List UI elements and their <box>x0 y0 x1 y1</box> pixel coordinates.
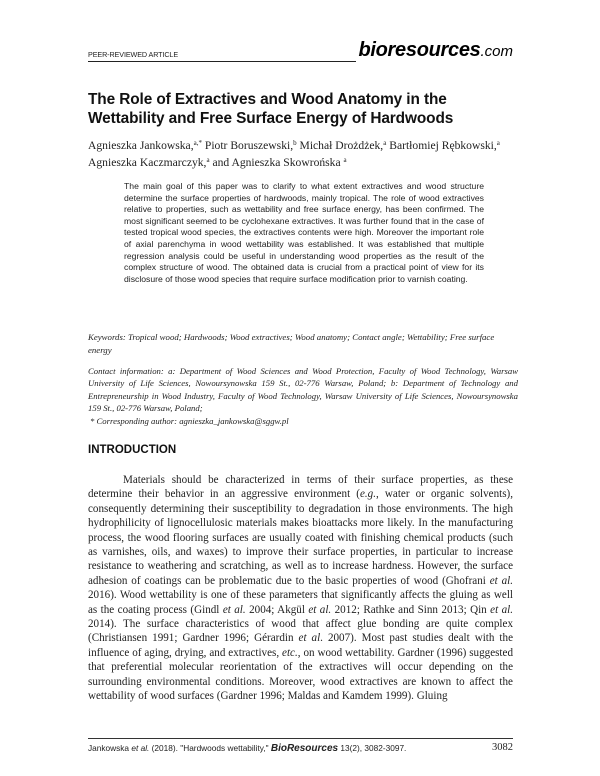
abstract: The main goal of this paper was to clarify to what extent extractives and wood structure determine the surface properties of hardwoods, mainly tropical. The role of wood extractives relative to properties, such as wettability and free surface energy, has been confirmed. The most significant seemed to be cyclohexane extractives. It was further found that in the case of tested tropical wood species, the extractives contents were high. Moreover the important role of axial parenchyma in wood wettability was established. It was established that multiple regression analysis could be useful in understanding wood properties as the result of the complex structure of wood. The obtained data is crucial from a practical point of view for its disclosure of those wood species that require surface modification prior to varnish coating. <box>124 181 484 284</box>
body-text-segment: . 2007). Most past studies dealt with the influence of aging, drying, and extractives, <box>88 632 513 659</box>
italic-text: et al. <box>308 603 332 616</box>
italic-text: et al <box>298 632 321 645</box>
italic-text: e.g. <box>359 488 376 501</box>
body-text-segment: Materials should be characterized in terms of their surface properties, as these determine their behavior in an aggressive environment ( <box>88 474 513 501</box>
body-text-segment: , water or organic solvents), consequently determining their susceptibility to degradation in those environments. The high hydrophilicity of lignocellulosic materials makes bioattacks more likely. In the manufacturing process, the wood flooring surfaces are usually coated with finishing chemical products (such as varnishes, oils, and waxes) to improve their surface properties, in particular to increase resistance to weathering and scratching, as well as to increase hardness. However, the surface adhesion of coatings can be problematic due to the basic properties of wood (Ghofrani <box>88 488 513 587</box>
italic-text: etc. <box>282 646 298 659</box>
author-line-2 <box>88 154 518 171</box>
italic-text: et al. <box>489 574 514 587</box>
author-line-1 <box>88 137 518 154</box>
body-text-segment: 2016). Wood wettability is one of these parameters that significantly affects the gluing as well as the coating process (Gindl <box>88 589 513 616</box>
author-name: and Agnieszka Skowrońska <box>209 156 344 169</box>
affiliations: Contact information: a: Department of Wood Sciences and Wood Protection, Faculty of Wood Technology, Warsaw University of Life Sciences, Nowoursynowska 159 St., 02-776 Warsaw, Poland; b: Department of Technology and Entrepreneurship in Wood Industry, Faculty of Wood Technology, Warsaw University of Life Sciences, Nowoursynowska 159 St., 02-776 Warsaw, Poland; <box>88 366 518 414</box>
journal-brand-link[interactable] <box>358 40 513 62</box>
body-text-segment: 2012; Rathke and Sinn 2013; Qin <box>331 603 491 616</box>
author-name: Piotr Boruszewski, <box>201 139 294 152</box>
author-affiliation: b <box>293 139 297 147</box>
title-line-2: Wettability and Free Surface Energy of Hardwoods <box>88 110 454 127</box>
author-name: Bartłomiej Rębkowski, <box>386 139 497 152</box>
article-title <box>88 90 518 128</box>
body-text-segment: , on wood wettability. Gardner (1996) suggested that preferential molecular reorientation of the extractives will occur depending on the surrounding environmental conditions. Moreover, wood extractives are known to affect the wettability of wood surfaces (Gardner 1996; Maldas and Kamdem 1999). Gluing <box>88 646 513 703</box>
citation-journal: BioResources <box>270 743 339 754</box>
italic-text: et al. <box>222 603 246 616</box>
introduction-paragraph <box>88 473 513 704</box>
brand-main: bioresources <box>358 39 481 61</box>
author-name: Agnieszka Kaczmarczyk, <box>88 156 207 169</box>
body-text-segment: 2004; Akgül <box>245 603 309 616</box>
page-header <box>88 38 513 62</box>
citation <box>88 743 406 754</box>
italic-text: et al. <box>490 603 514 616</box>
header-rule <box>88 61 356 62</box>
citation-volume: 13(2), 3082-3097. <box>338 743 407 753</box>
author-affiliation: a <box>496 139 500 147</box>
author-affiliation: a,* <box>193 139 202 147</box>
author-affiliation: a <box>206 156 210 164</box>
author-affiliation: a <box>343 156 347 164</box>
author-affiliation: a <box>383 139 387 147</box>
corresponding-author: * Corresponding author: agnieszka_jankowska@sggw.pl <box>90 415 289 426</box>
page-footer <box>88 738 513 754</box>
introduction-body <box>88 473 513 704</box>
section-heading-introduction: INTRODUCTION <box>88 444 177 456</box>
title-line-1: The Role of Extractives and Wood Anatomy in the <box>88 91 447 108</box>
author-list <box>88 137 518 171</box>
article-type-label: PEER-REVIEWED ARTICLE <box>88 50 179 59</box>
author-name: Agnieszka Jankowska, <box>88 139 194 152</box>
contact-information <box>88 365 518 427</box>
body-text-segment: 2014). The surface characteristics of wood that affect glue bonding are quite complex (Christiansen 1991; Gardner 1996; Gérardin <box>88 618 513 645</box>
keywords: Keywords: Tropical wood; Hardwoods; Wood extractives; Wood anatomy; Contact angle; Wettability; Free surface energy <box>88 332 495 355</box>
brand-tld: .com <box>480 43 513 60</box>
citation-title: (2018). "Hardwoods wettability," <box>149 743 271 753</box>
page-number: 3082 <box>492 742 513 753</box>
citation-etal: et al. <box>131 743 150 753</box>
author-name: Michał Drożdżek, <box>296 139 384 152</box>
citation-author: Jankowska <box>88 743 132 753</box>
